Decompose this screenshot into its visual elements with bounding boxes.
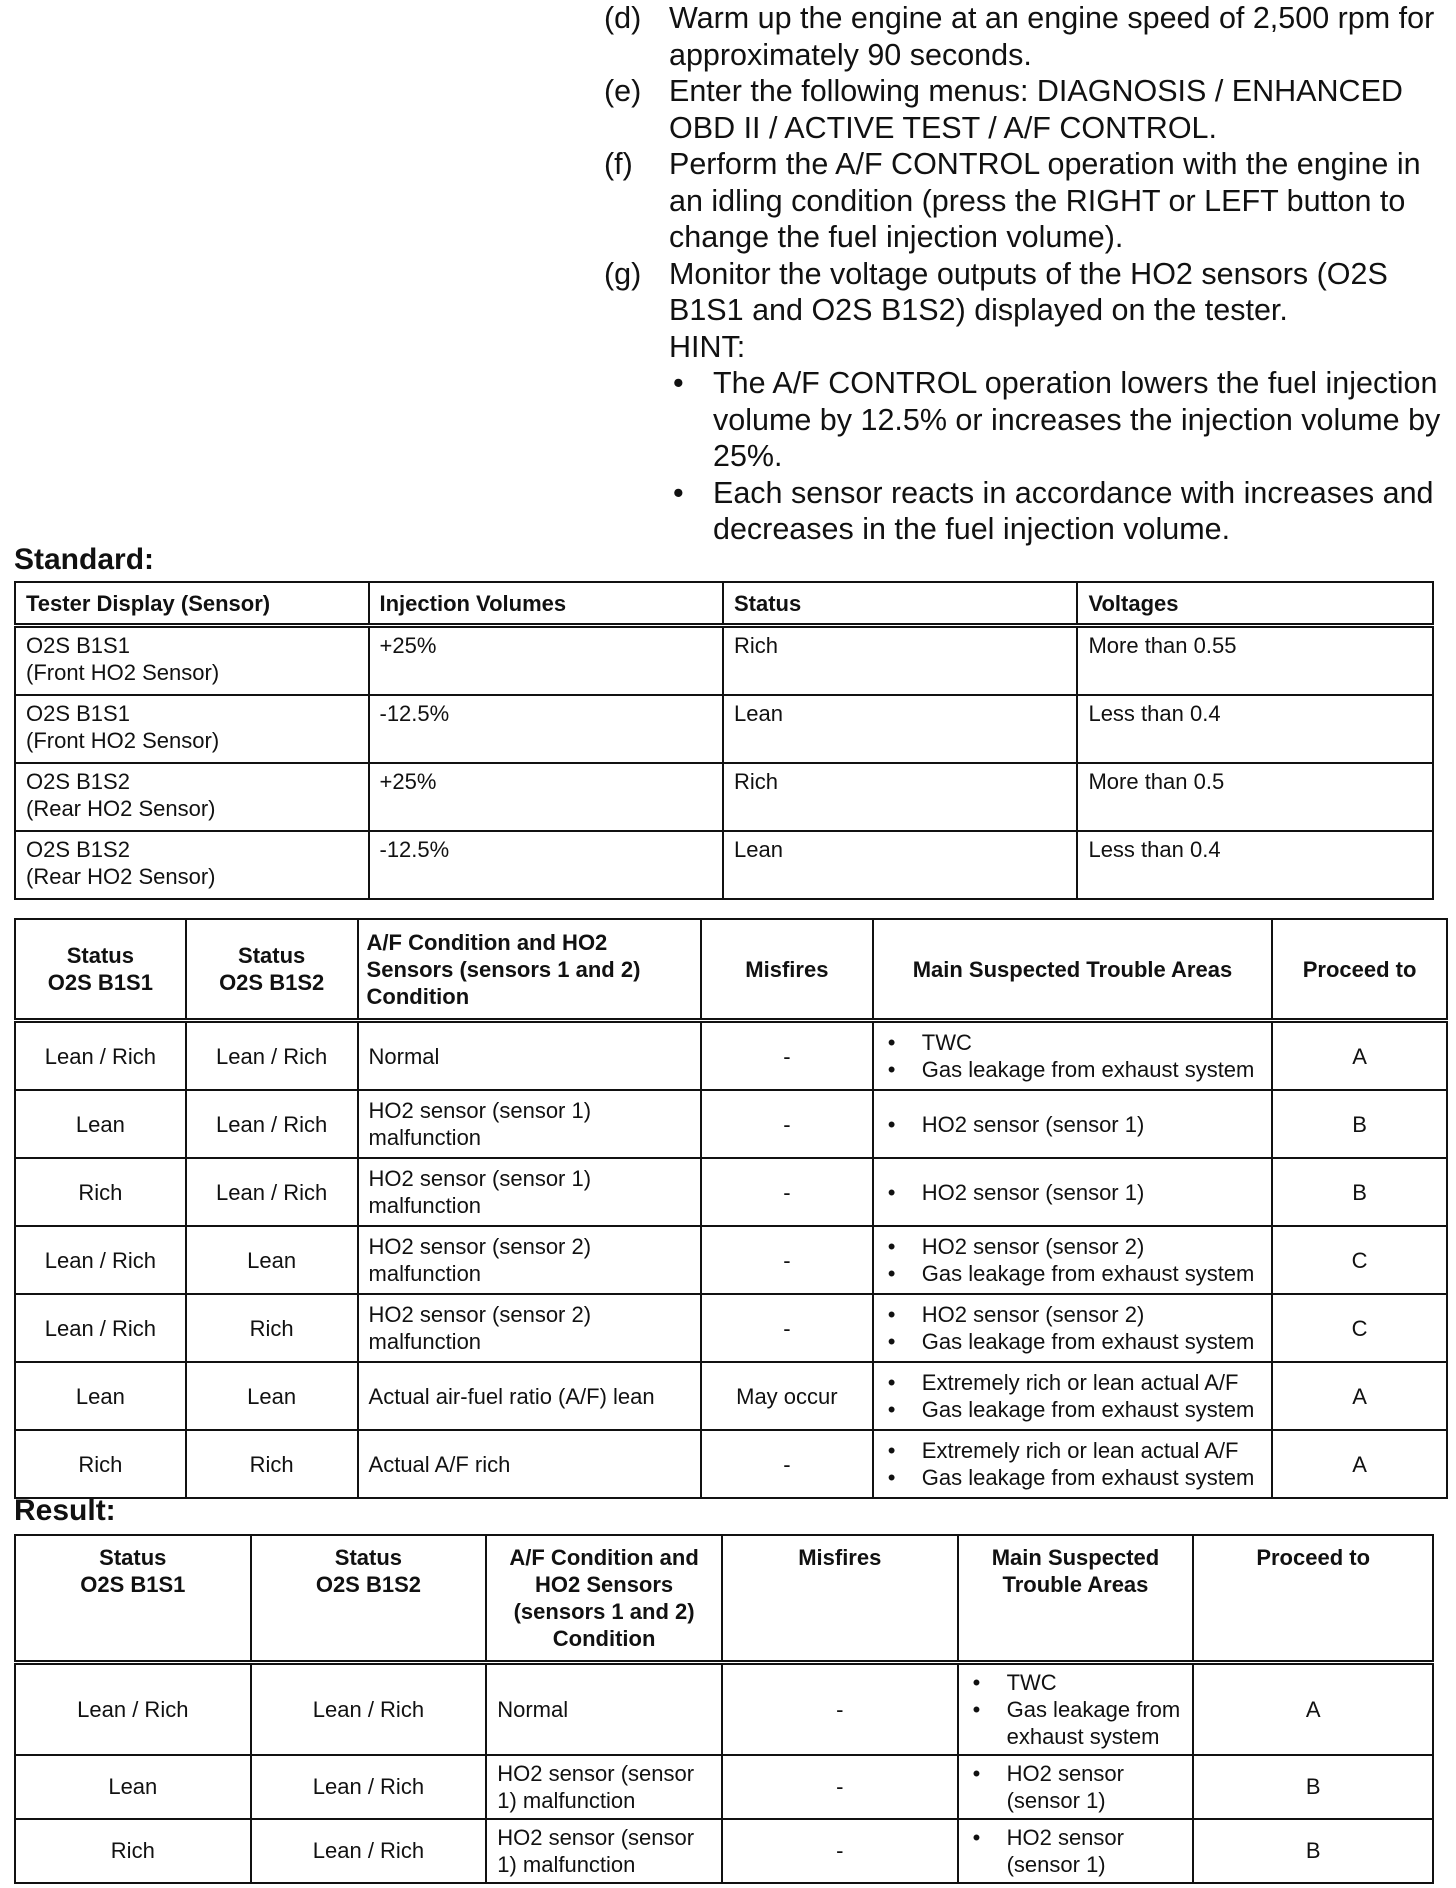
step-text: Enter the following menus: DIAGNOSIS / ENHANCED OBD II / ACTIVE TEST / A/F CONTROL. (669, 74, 1403, 145)
status-cell: Lean (723, 831, 1077, 899)
trouble-areas-cell (873, 1226, 1272, 1294)
injection-cell: -12.5% (369, 695, 724, 763)
col-header-injection: Injection Volumes (369, 582, 724, 626)
col-header-voltages: Voltages (1077, 582, 1433, 626)
table-row (15, 1021, 1447, 1091)
hint-item (669, 365, 1444, 475)
step-d (604, 0, 1444, 73)
table-header-row (15, 582, 1433, 626)
trouble-area-list (969, 1760, 1183, 1814)
condition-cell (358, 1158, 701, 1226)
header-line: Condition (552, 1626, 656, 1651)
sensor-name: O2S B1S1 (26, 633, 130, 658)
trouble-area-text: HO2 sensor (sensor 1) (921, 1111, 1145, 1137)
trouble-area-item (884, 1437, 1261, 1464)
status-b1s2-cell: Lean / Rich (251, 1819, 487, 1883)
trouble-area-list (884, 1369, 1261, 1423)
sensor-cell (15, 763, 369, 831)
condition-line: HO2 sensor (sensor (497, 1760, 695, 1786)
status-b1s2-cell: Lean / Rich (251, 1755, 487, 1819)
step-letter: (f) (604, 147, 633, 181)
condition-line: malfunction (368, 1125, 482, 1150)
header-line: Status (334, 1545, 403, 1570)
header-line: Sensors (sensors 1 and 2) (366, 956, 641, 982)
trouble-areas-cell (873, 1158, 1272, 1226)
injection-cell: +25% (369, 763, 724, 831)
condition-cell (358, 1294, 701, 1362)
bullet-icon: • (972, 1669, 981, 1695)
status-b1s1-cell: Lean / Rich (15, 1663, 251, 1755)
trouble-area-item (969, 1696, 1183, 1750)
trouble-area-list (969, 1824, 1183, 1878)
trouble-area-item (969, 1669, 1183, 1696)
trouble-area-item (969, 1824, 1183, 1878)
proceed-cell: B (1272, 1158, 1447, 1226)
misfires-cell: - (701, 1090, 873, 1158)
proceed-cell: A (1272, 1430, 1447, 1498)
proceed-cell: A (1272, 1021, 1447, 1091)
step-text: Perform the A/F CONTROL operation with the engine in an idling condition (press the RIGHT or LEFT button to change the fuel injection volume). (669, 147, 1421, 254)
proceed-cell: A (1272, 1362, 1447, 1430)
trouble-area-list (969, 1669, 1183, 1750)
injection-cell: -12.5% (369, 831, 724, 899)
proceed-cell: C (1272, 1294, 1447, 1362)
condition-line: HO2 sensor (sensor 2) (368, 1302, 592, 1327)
step-letter: (g) (604, 256, 642, 291)
voltage-cell: Less than 0.4 (1077, 695, 1433, 763)
step-e (604, 73, 1444, 146)
trouble-area-text: Extremely rich or lean actual A/F (921, 1370, 1239, 1395)
sensor-position: (Front HO2 Sensor) (26, 728, 220, 753)
sensor-position: (Rear HO2 Sensor) (26, 864, 216, 889)
trouble-area-item (884, 1260, 1261, 1287)
condition-line: Normal (497, 1696, 569, 1722)
trouble-area-item (884, 1056, 1261, 1083)
col-header-condition (486, 1535, 722, 1663)
step-f (604, 146, 1444, 256)
trouble-area-item (884, 1369, 1261, 1396)
col-header-status-b1s2 (186, 919, 358, 1021)
bullet-icon: • (887, 1234, 896, 1259)
misfires-cell: - (701, 1226, 873, 1294)
misfires-cell: - (722, 1755, 958, 1819)
condition-line: HO2 sensor (sensor (497, 1824, 695, 1850)
misfires-cell: - (701, 1294, 873, 1362)
trouble-areas-cell (873, 1090, 1272, 1158)
condition-cell (486, 1755, 722, 1819)
bullet-icon: • (972, 1696, 981, 1722)
trouble-area-list (884, 1111, 1261, 1138)
standard-label: Standard: (14, 543, 155, 576)
header-line: A/F Condition and HO2 (366, 929, 608, 955)
bullet-icon: • (673, 366, 684, 400)
trouble-area-text: TWC (1006, 1669, 1057, 1695)
table-row (15, 1819, 1433, 1883)
sensor-name: O2S B1S2 (26, 837, 130, 862)
condition-cell (358, 1226, 701, 1294)
sensor-cell (15, 831, 369, 899)
status-b1s2-cell: Lean / Rich (251, 1663, 487, 1755)
sensor-name: O2S B1S1 (26, 701, 130, 726)
hint-text: The A/F CONTROL operation lowers the fuel injection volume by 12.5% or increases the injection volume by 25%. (713, 366, 1441, 473)
bullet-icon: • (887, 1030, 896, 1055)
status-b1s1-cell: Lean / Rich (15, 1226, 186, 1294)
misfires-cell: - (701, 1021, 873, 1091)
table-header-row (15, 919, 1447, 1021)
trouble-area-item (884, 1233, 1261, 1260)
header-line: (sensors 1 and 2) (513, 1599, 695, 1624)
bullet-icon: • (972, 1760, 981, 1786)
col-header-status: Status (723, 582, 1077, 626)
status-b1s2-cell: Lean (186, 1362, 358, 1430)
trouble-area-line: exhaust system (1006, 1723, 1160, 1749)
condition-line: 1) malfunction (497, 1851, 636, 1877)
trouble-areas-cell (873, 1430, 1272, 1498)
misfires-cell: - (722, 1663, 958, 1755)
status-b1s1-cell: Rich (15, 1158, 186, 1226)
condition-cell (358, 1021, 701, 1091)
trouble-area-item (884, 1301, 1261, 1328)
status-cell: Lean (723, 695, 1077, 763)
trouble-area-text: HO2 sensor (sensor 2) (921, 1302, 1145, 1327)
status-b1s1-cell: Lean (15, 1755, 251, 1819)
bullet-icon: • (887, 1302, 896, 1327)
misfires-cell: - (701, 1158, 873, 1226)
status-b1s2-cell: Lean / Rich (186, 1021, 358, 1091)
condition-cell (486, 1663, 722, 1755)
condition-line: Actual A/F rich (368, 1451, 511, 1477)
condition-line: HO2 sensor (sensor 2) (368, 1234, 592, 1259)
header-line: Status (238, 943, 306, 968)
condition-cell (358, 1430, 701, 1498)
table-row (15, 1090, 1447, 1158)
trouble-area-text (1007, 1760, 1183, 1814)
proceed-cell: A (1193, 1663, 1433, 1755)
sensor-position: (Rear HO2 Sensor) (26, 796, 216, 821)
trouble-area-item (884, 1029, 1261, 1056)
header-line: O2S B1S1 (47, 970, 153, 995)
table-header-row (15, 1535, 1433, 1663)
hint-list (669, 365, 1444, 548)
status-b1s2-cell: Lean / Rich (186, 1158, 358, 1226)
bullet-icon: • (887, 1397, 896, 1422)
trouble-area-item (884, 1179, 1261, 1206)
condition-line: HO2 sensor (sensor 1) (368, 1098, 592, 1123)
trouble-area-text (1007, 1824, 1183, 1878)
condition-line: 1) malfunction (497, 1787, 636, 1813)
col-header-status-b1s1 (15, 1535, 251, 1663)
trouble-area-item (969, 1760, 1183, 1814)
voltage-cell: More than 0.5 (1077, 763, 1433, 831)
trouble-areas-cell (958, 1663, 1194, 1755)
table-row (15, 1362, 1447, 1430)
header-line: Trouble Areas (1002, 1572, 1149, 1597)
header-line: Status (99, 1545, 167, 1570)
condition-line: Actual air-fuel ratio (A/F) lean (368, 1383, 655, 1409)
status-b1s1-cell: Rich (15, 1430, 186, 1498)
trouble-area-list (884, 1437, 1261, 1491)
status-b1s1-cell: Lean (15, 1362, 186, 1430)
header-line: Main Suspected (991, 1545, 1160, 1570)
status-cell: Rich (723, 763, 1077, 831)
table-row (15, 1294, 1447, 1362)
result-label: Result: (14, 1494, 116, 1527)
status-b1s2-cell: Rich (186, 1430, 358, 1498)
status-b1s2-cell: Lean (186, 1226, 358, 1294)
trouble-area-list (884, 1233, 1261, 1287)
trouble-area-text: Gas leakage from exhaust system (921, 1057, 1255, 1082)
table-row (15, 1158, 1447, 1226)
table-row (15, 1430, 1447, 1498)
condition-line: HO2 sensor (sensor 1) (368, 1166, 592, 1191)
result-table (14, 1534, 1434, 1884)
step-letter: (d) (604, 1, 642, 35)
trouble-area-text: Gas leakage from exhaust system (921, 1261, 1255, 1286)
misfires-cell: - (722, 1819, 958, 1883)
trouble-area-line: (sensor 1) (1006, 1851, 1106, 1877)
header-line: O2S B1S2 (219, 970, 325, 995)
proceed-cell: B (1193, 1755, 1433, 1819)
condition-cell (358, 1090, 701, 1158)
bullet-icon: • (887, 1370, 896, 1395)
trouble-area-item (884, 1328, 1261, 1355)
misfires-cell: May occur (701, 1362, 873, 1430)
proceed-cell: B (1193, 1819, 1433, 1883)
bullet-icon: • (972, 1824, 981, 1850)
col-header-trouble-areas: Main Suspected Trouble Areas (873, 919, 1272, 1021)
header-line: Condition (366, 983, 470, 1009)
voltage-cell: Less than 0.4 (1077, 831, 1433, 899)
bullet-icon: • (887, 1329, 896, 1354)
trouble-area-text: TWC (921, 1030, 972, 1055)
col-header-condition (358, 919, 701, 1021)
step-text: Warm up the engine at an engine speed of 2,500 rpm for approximately 90 seconds. (669, 1, 1435, 72)
hint-label: HINT: (669, 329, 746, 364)
header-line: O2S B1S1 (80, 1572, 186, 1597)
bullet-icon: • (887, 1261, 896, 1286)
col-header-status-b1s1 (15, 919, 186, 1021)
trouble-area-item (884, 1111, 1261, 1138)
table-row (15, 831, 1433, 899)
standard-table (14, 581, 1434, 900)
trouble-area-text: Extremely rich or lean actual A/F (921, 1438, 1239, 1463)
bullet-icon: • (887, 1179, 896, 1205)
trouble-areas-cell (873, 1021, 1272, 1091)
bullet-icon: • (887, 1057, 896, 1082)
status-b1s1-cell: Lean (15, 1090, 186, 1158)
proceed-cell: B (1272, 1090, 1447, 1158)
hint-text: Each sensor reacts in accordance with increases and decreases in the fuel injection volume. (713, 475, 1434, 546)
status-b1s2-cell: Lean / Rich (186, 1090, 358, 1158)
trouble-area-text: Gas leakage from exhaust system (921, 1465, 1255, 1490)
condition-cell (358, 1362, 701, 1430)
misfires-cell: - (701, 1430, 873, 1498)
table-row (15, 695, 1433, 763)
trouble-area-line: HO2 sensor (1006, 1824, 1124, 1850)
trouble-area-line: HO2 sensor (1006, 1760, 1124, 1786)
condition-cell (486, 1819, 722, 1883)
table-row (15, 1755, 1433, 1819)
trouble-area-list (884, 1301, 1261, 1355)
voltage-cell: More than 0.55 (1077, 626, 1433, 696)
trouble-area-text (1007, 1696, 1183, 1750)
proceed-cell: C (1272, 1226, 1447, 1294)
sensor-cell (15, 695, 369, 763)
status-b1s1-cell: Lean / Rich (15, 1021, 186, 1091)
trouble-area-item (884, 1464, 1261, 1491)
table-row (15, 626, 1433, 696)
trouble-areas-cell (873, 1362, 1272, 1430)
trouble-area-text: Gas leakage from exhaust system (921, 1329, 1255, 1354)
trouble-area-list (884, 1029, 1261, 1083)
step-letter: (e) (604, 74, 642, 108)
header-line: O2S B1S2 (315, 1572, 421, 1597)
trouble-area-item (884, 1396, 1261, 1423)
col-header-trouble-areas (958, 1535, 1194, 1663)
col-header-misfires: Misfires (701, 919, 873, 1021)
trouble-area-text: Gas leakage from exhaust system (921, 1397, 1255, 1422)
header-line: A/F Condition and (509, 1545, 699, 1570)
col-header-proceed: Proceed to (1193, 1535, 1433, 1663)
table-row (15, 1226, 1447, 1294)
trouble-area-line: (sensor 1) (1006, 1787, 1106, 1813)
status-b1s1-cell: Lean / Rich (15, 1294, 186, 1362)
step-g (604, 256, 1444, 548)
sensor-name: O2S B1S2 (26, 769, 130, 794)
header-line: HO2 Sensors (535, 1572, 674, 1597)
bullet-icon: • (673, 475, 684, 510)
trouble-areas-cell (958, 1755, 1194, 1819)
status-b1s1-cell: Rich (15, 1819, 251, 1883)
bullet-icon: • (887, 1111, 896, 1137)
procedure-steps (604, 0, 1444, 548)
trouble-area-text: HO2 sensor (sensor 2) (921, 1234, 1145, 1259)
trouble-area-line: Gas leakage from (1006, 1696, 1181, 1722)
status-b1s2-cell: Rich (186, 1294, 358, 1362)
col-header-sensor: Tester Display (Sensor) (15, 582, 369, 626)
condition-line: malfunction (368, 1261, 482, 1286)
injection-cell: +25% (369, 626, 724, 696)
col-header-status-b1s2 (251, 1535, 487, 1663)
col-header-proceed: Proceed to (1272, 919, 1447, 1021)
trouble-areas-cell (958, 1819, 1194, 1883)
bullet-icon: • (887, 1438, 896, 1463)
bullet-icon: • (887, 1465, 896, 1490)
sensor-cell (15, 626, 369, 696)
hint-item (669, 475, 1444, 548)
trouble-areas-cell (873, 1294, 1272, 1362)
diagnosis-table (14, 918, 1448, 1499)
header-line: Status (66, 943, 134, 968)
sensor-position: (Front HO2 Sensor) (26, 660, 220, 685)
table-row (15, 763, 1433, 831)
trouble-area-list (884, 1179, 1261, 1206)
step-text: Monitor the voltage outputs of the HO2 sensors (O2S B1S1 and O2S B1S2) displayed on the tester. (669, 256, 1388, 327)
trouble-area-text: HO2 sensor (sensor 1) (921, 1179, 1145, 1205)
col-header-misfires: Misfires (722, 1535, 958, 1663)
condition-line: malfunction (368, 1193, 482, 1218)
table-row (15, 1663, 1433, 1755)
condition-line: malfunction (368, 1329, 482, 1354)
condition-line: Normal (368, 1043, 440, 1069)
status-cell: Rich (723, 626, 1077, 696)
step-body (669, 256, 1444, 548)
